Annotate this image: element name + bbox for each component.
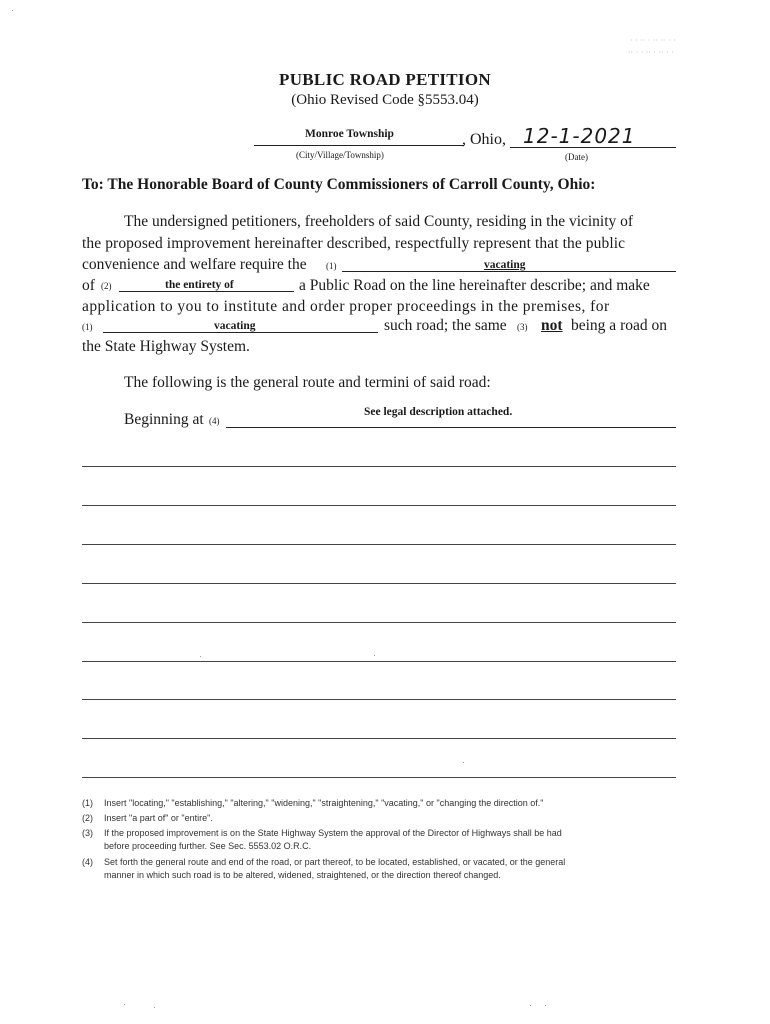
scan-speck [374,655,375,656]
township-underline [254,145,464,146]
beginning-value: See legal description attached. [364,406,513,418]
route-intro: The following is the general route and termini of said road: [124,374,491,391]
fill-3-value: vacating [214,320,256,332]
blank-line-5 [82,622,676,623]
footnote-1-num: (1) [82,798,93,808]
blank-line-2 [82,505,676,506]
faint-stamp-mark: · · ·· · ·· ·· · · [630,36,676,45]
blank-line-4 [82,583,676,584]
footnote-2-text: Insert "a part of" or "entire". [104,813,213,823]
scan-speck [463,762,464,763]
fill-2-value: the entirety of [165,279,234,291]
paragraph-line-7: the State Highway System. [82,338,250,355]
blank-line-7 [82,699,676,700]
form-title: PUBLIC ROAD PETITION [279,70,491,89]
addressee-line: To: The Honorable Board of County Commissioners of Carroll County, Ohio: [82,176,596,193]
footnote-4-text: Set forth the general route and end of the road, or part thereof, to be located, established, or vacated, or the general [104,857,566,867]
footnote-3-num: (3) [82,828,93,838]
of-label: of [82,277,95,294]
scan-speck [12,10,13,11]
fill-1-value: vacating [484,259,526,271]
paragraph-line-2: the proposed improvement hereinafter described, respectfully represent that the public [82,235,626,252]
ohio-text: , Ohio, [462,131,506,148]
footnote-4-num: (4) [82,857,93,867]
blank-line-1 [82,466,676,467]
form-subtitle: (Ohio Revised Code §5553.04) [291,92,479,108]
fill-3-underline [103,332,378,333]
footnote-2-num: (2) [82,813,93,823]
scan-speck [545,1005,546,1006]
scan-speck [124,1004,125,1005]
city-label: (City/Village/Township) [296,150,384,160]
scan-speck [200,656,201,657]
beginning-label: Beginning at [124,411,204,428]
scan-speck [530,1005,531,1006]
paragraph-line-3: convenience and welfare require the [82,256,307,273]
footnote-3-text-cont: before proceeding further. See Sec. 5553.02 O.R.C. [104,841,312,851]
blank-line-6 [82,661,676,662]
not-word: not [541,317,563,334]
paragraph-line-6b: being a road on [571,317,667,334]
beginning-underline [226,427,676,428]
date-underline [510,147,676,148]
ref-1: (1) [326,261,337,271]
ref-2: (2) [101,281,112,291]
ref-1b: (1) [82,322,93,332]
blank-line-3 [82,544,676,545]
ref-3: (3) [517,322,528,332]
paragraph-line-6a: such road; the same [384,317,507,334]
handwritten-date: 12-1-2021 [523,124,636,148]
footnote-1-text: Insert "locating," "establishing," "altering," "widening," "straightening," "vacating," or "changing the direction of." [104,798,544,808]
faint-stamp-mark-2: ·· · · ·· · ·· · · [628,48,674,57]
paragraph-line-4: a Public Road on the line hereinafter describe; and make [299,277,650,294]
fill-1-underline [342,271,676,272]
footnote-3-text: If the proposed improvement is on the State Highway System the approval of the Director of Highways shall be had [104,828,562,838]
blank-line-8 [82,738,676,739]
date-label: (Date) [565,152,588,162]
ref-4: (4) [209,416,220,426]
fill-2-underline [119,291,294,292]
paragraph-line-5: application to you to institute and order proper proceedings in the premises, for [82,298,610,315]
footnote-4-text-cont: manner in which such road is to be altered, widened, straightened, or the direction thereof changed. [104,870,501,880]
township-value: Monroe Township [305,128,394,140]
paragraph-line-1: The undersigned petitioners, freeholders of said County, residing in the vicinity of [124,213,634,230]
blank-line-9 [82,777,676,778]
scan-speck [154,1007,155,1008]
